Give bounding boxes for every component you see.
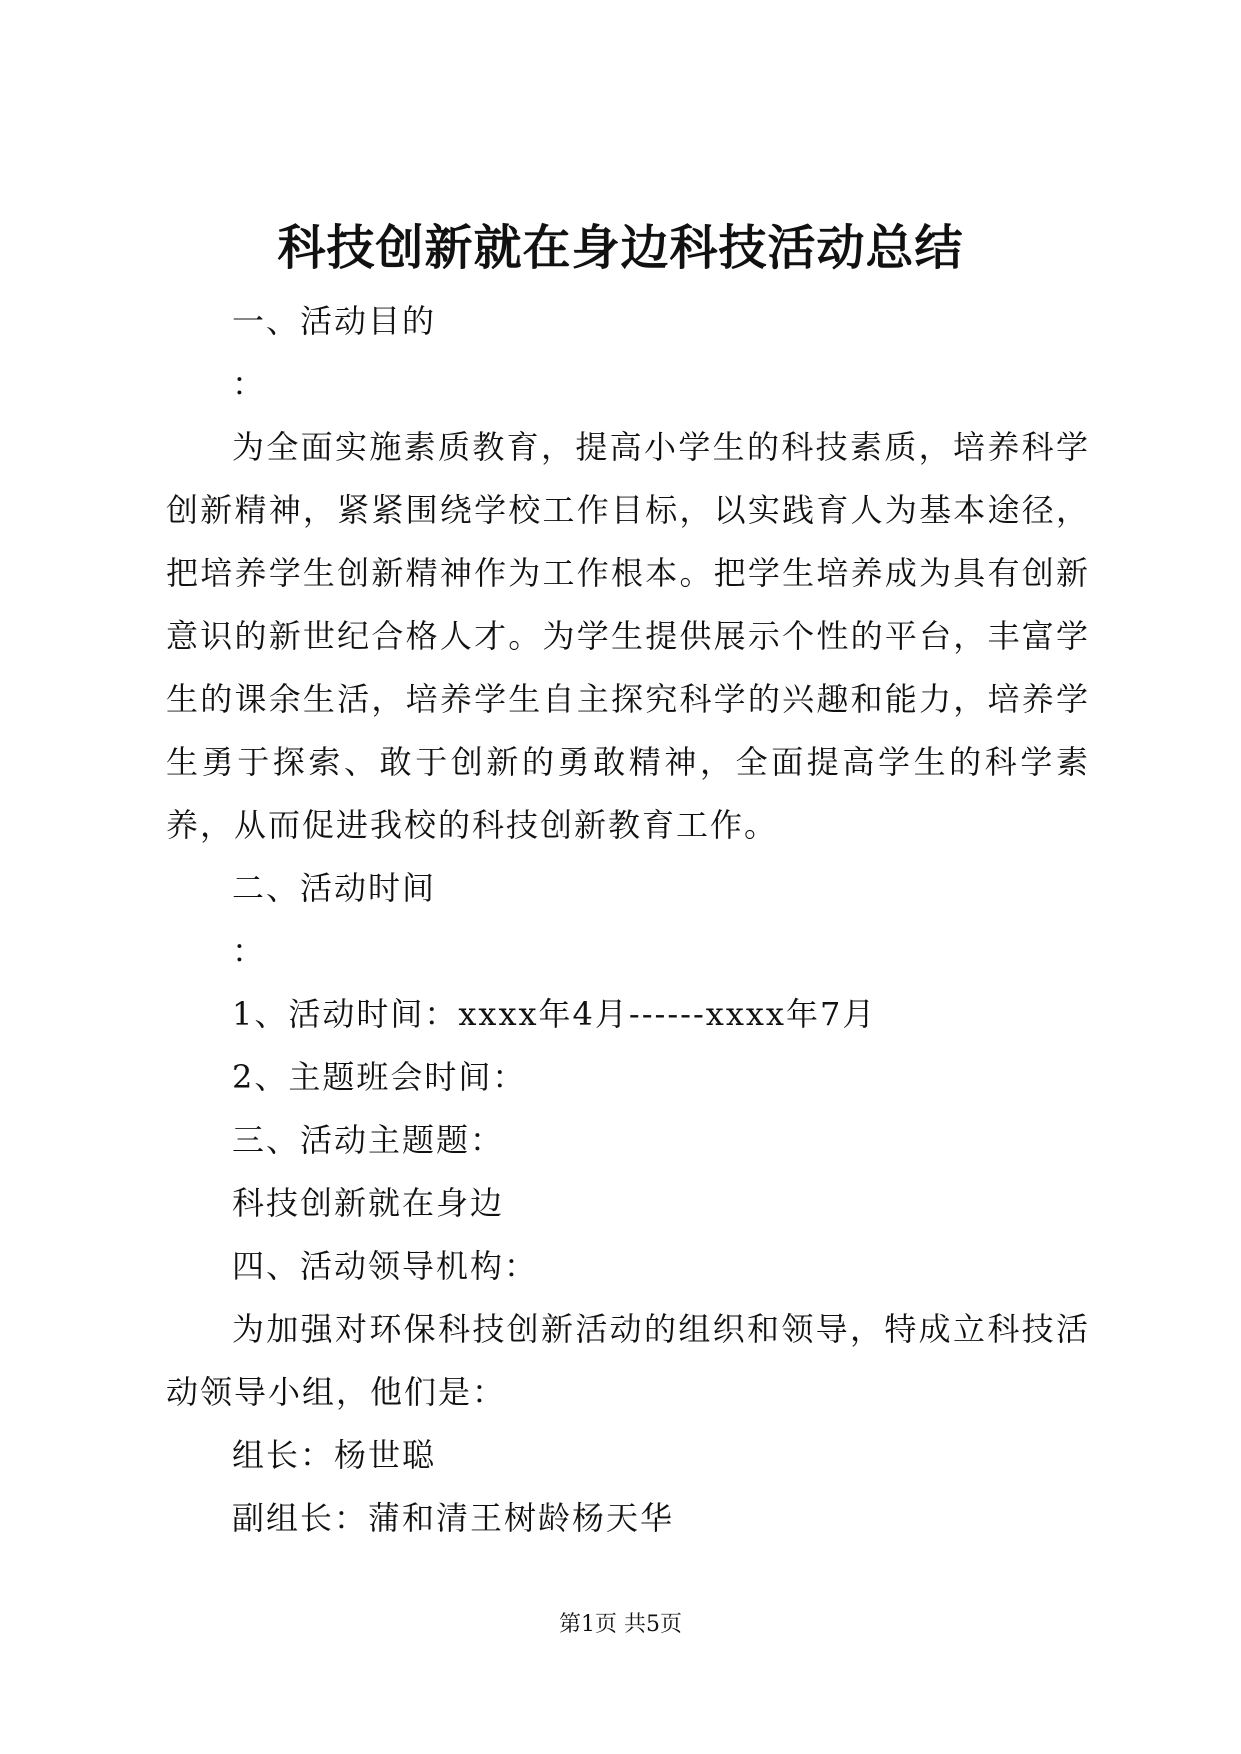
section-heading-leadership: 四、活动领导机构： [232,1247,539,1285]
colon-line: ： [232,932,267,970]
activity-time-line: 1、活动时间：xxxx年4月------xxxx年7月 [232,995,877,1033]
leader-line: 组长：杨世聪 [232,1436,437,1474]
deputy-leader-line: 副组长：蒲和清王树龄杨天华 [232,1499,675,1537]
section-heading-theme: 三、活动主题题： [232,1121,505,1159]
theme-line: 科技创新就在身边 [232,1184,505,1222]
colon-line: ： [232,365,267,403]
class-meeting-time-line: 2、主题班会时间： [232,1058,527,1096]
document-title: 科技创新就在身边科技活动总结 [277,220,964,276]
leadership-paragraph: 为加强对环保科技创新活动的组织和领导，特成立科技活动领导小组，他们是： [166,1310,1090,1411]
section-heading-time: 二、活动时间 [232,869,437,907]
document-body [166,290,1090,1550]
page-footer: 第1页 共5页 [559,1612,682,1637]
section-heading-purpose: 一、活动目的 [232,302,437,340]
purpose-paragraph: 为全面实施素质教育，提高小学生的科技素质，培养科学创新精神，紧紧围绕学校工作目标，以实践育人为基本途径，把培养学生创新精神作为工作根本。把学生培养成为具有创新意识的新世纪合格人才。为学生提供展示个性的平台，丰富学生的课余生活，培养学生自主探究科学的兴趣和能力，培养学生勇于探索、敢于创新的勇敢精神，全面提高学生的科学素养，从而促进我校的科技创新教育工作。 [166,428,1090,844]
